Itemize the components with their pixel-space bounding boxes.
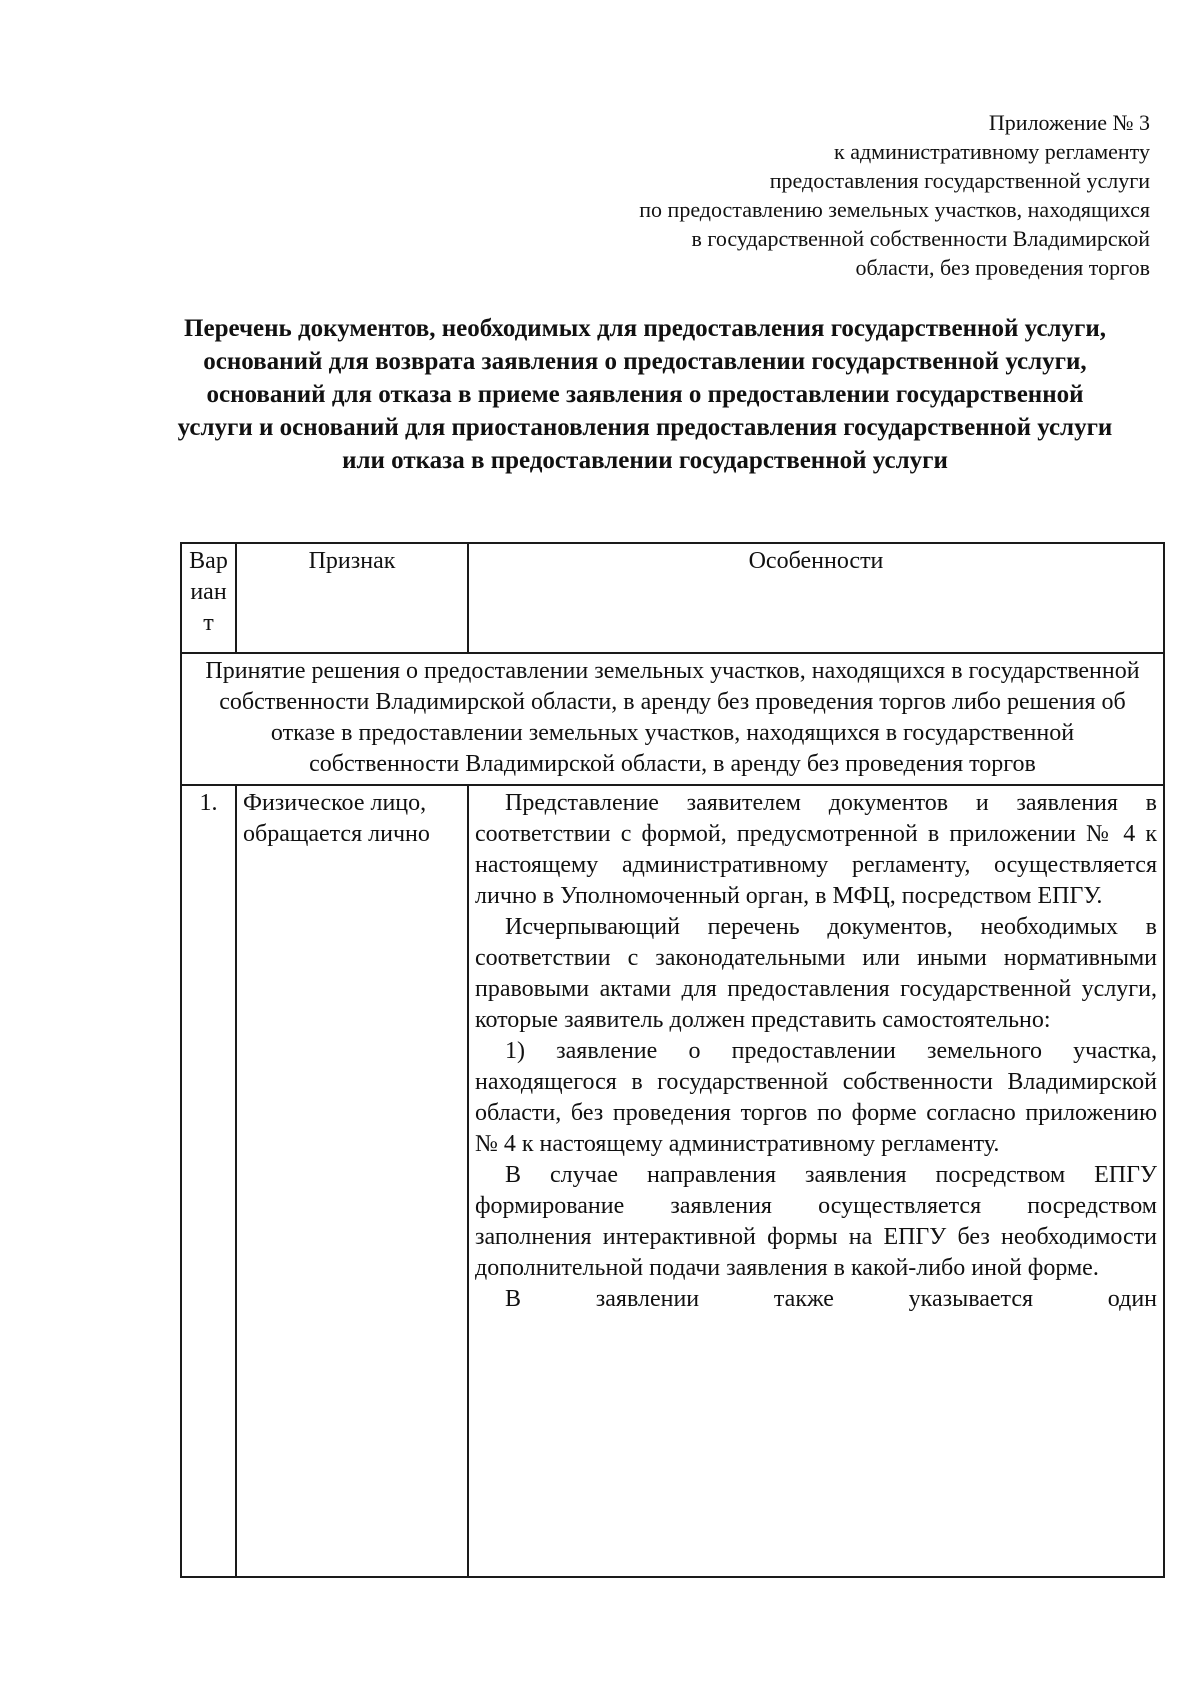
features-paragraph: В заявлении также указывается один — [505, 1286, 1157, 1312]
appendix-reference — [510, 108, 1150, 282]
features-paragraph: Представление заявителем документов и заявления в соответствии с формой, предусмотренной в приложении № 4 к настоящему административному регламенту, осуществляется лично в Уполномоченный орган, в МФЦ, посредством ЕПГУ. — [475, 790, 1157, 909]
header-variant: Вариант — [181, 543, 236, 653]
features-paragraph: В случае направления заявления посредством ЕПГУ формирование заявления осуществляется посредством заполнения интерактивной формы на ЕПГУ без необходимости дополнительной подачи заявления в какой-либо иной форме. — [475, 1162, 1157, 1281]
table-header-row — [181, 543, 1164, 653]
appendix-line: Приложение № 3 — [988, 110, 1150, 135]
row-number: 1. — [181, 785, 236, 1577]
table-row — [181, 785, 1164, 1577]
documents-table — [180, 542, 1165, 1578]
document-title: Перечень документов, необходимых для предоставления государственной услуги, оснований для возврата заявления о предоставлении государственной услуги, оснований для отказа в приеме заявления о предоставлении государственной услуги и оснований для приостановления предоставления государственной услуги или отказа в предоставлении государственной услуги — [177, 315, 1113, 474]
header-features: Особенности — [468, 543, 1164, 653]
section-title: Принятие решения о предоставлении земельных участков, находящихся в государственной собственности Владимирской области, в аренду без проведения торгов либо решения об отказе в предоставлении земельных участков, находящихся в государственной собственности Владимирской области, в аренду без проведения торгов — [181, 653, 1164, 785]
appendix-line: по предоставлению земельных участков, находящихся — [639, 197, 1150, 222]
section-row — [181, 653, 1164, 785]
features-paragraph: Исчерпывающий перечень документов, необходимых в соответствии с законодательными или иными нормативными правовыми актами для предоставления государственной услуги, которые заявитель должен представить самостоятельно: — [475, 914, 1157, 1033]
appendix-line: предоставления государственной услуги — [769, 168, 1150, 193]
appendix-line: к административному регламенту — [834, 139, 1150, 164]
features-paragraph: 1) заявление о предоставлении земельного участка, находящегося в государственной собственности Владимирской области, без проведения торгов по форме согласно приложению № 4 к настоящему административному регламенту. — [475, 1038, 1157, 1157]
header-sign: Признак — [236, 543, 468, 653]
appendix-line: области, без проведения торгов — [855, 255, 1150, 280]
appendix-line: в государственной собственности Владимирской — [691, 226, 1150, 251]
row-sign: Физическое лицо, обращается лично — [236, 785, 468, 1577]
row-features — [468, 785, 1164, 1577]
